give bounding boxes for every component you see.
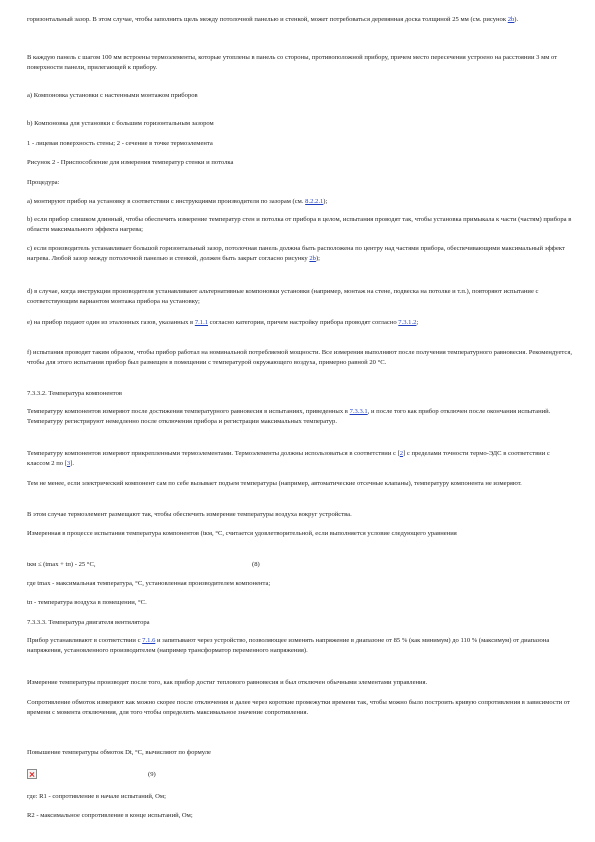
paragraph-condition: Измеренная в процессе испытания температура компонентов (tкм, °С, считается удовлетворительной, если выполняется условие следующего уравнения bbox=[27, 530, 457, 537]
paragraph-text: Температуру компонентов измеряют прикрепленными термоэлементами. Термоэлементы должны использоваться в соответствии с [ bbox=[27, 450, 400, 457]
link-figure-2b[interactable]: 2b bbox=[309, 255, 316, 262]
paragraph-text: ; bbox=[416, 319, 419, 326]
paragraph-thermocouples: В каждую панель с шагом 100 мм встроены термоэлементы, которые утоплены в панель со стороны, противоположной прибору, причем место пересечения устроено на расстоянии 3 мм от поверхности панели, прилегающей к прибору. bbox=[27, 54, 558, 71]
paragraph-text: c) если производитель устанавливает большой горизонтальный зазор, потолочная панель должна быть расположена по центру над частями прибора, обеспечивающими максимальный эффект нагрева. Любой зазор между потолочной панелью и стенкой, должен быть закрыт согласно рисунку bbox=[27, 245, 565, 262]
procedure-step-f: f) испытания проводят таким образом, чтобы прибор работал на номинальной потребляемой мощности. Все измерения выполняют после получения температурного равновесия. Рекомендуется, чтобы для этого испытания прибор был размещен в помещении с температурой окружающего воздуха, примерно равной 20 °С. bbox=[27, 349, 572, 366]
paragraph-resistance: Сопротивление обмоток измеряют как можно скорее после отключения и далее через короткие промежутки времени так, чтобы можно было построить кривую сопротивления в зависимости от времени с момента отключения, для того чтобы определить максимальное значение сопротивления. bbox=[27, 699, 570, 716]
broken-image-icon bbox=[27, 769, 37, 779]
paragraph-text: горизонтальный зазор. В этом случае, чтобы заполнить щель между потолочной панелью и стенкой, может потребоваться деревянная доска толщиной 25 мм (см. рисунок bbox=[27, 16, 508, 23]
procedure-step-e bbox=[27, 318, 572, 328]
paragraph-text: Температуру компонентов измеряют после достижения температурного равновесия в испытаниях, приведенных в bbox=[27, 408, 350, 415]
paragraph-gap-note bbox=[27, 15, 572, 25]
link-section-7-1-1[interactable]: 7.1.1 bbox=[194, 319, 209, 326]
paragraph-component-temperature bbox=[27, 407, 572, 427]
formula-legend-tp: tп - температура воздуха в помещении, °С. bbox=[27, 599, 147, 606]
figure-caption-a: а) Компоновка установки с настенными монтажом приборов bbox=[27, 92, 198, 99]
paragraph-text: согласно категории, причем настройку прибора проводят согласно bbox=[208, 319, 399, 326]
link-figure-2b[interactable]: 2b bbox=[507, 16, 515, 23]
paragraph-thermocouple-class bbox=[27, 449, 572, 469]
paragraph-measurement: Измерение температуры производят после того, как прибор достиг теплового равновесия и был отключен обычными элементами управления. bbox=[27, 679, 428, 686]
formula-legend-r1: где: R1 - сопротивление в начале испытаний, Ом; bbox=[27, 793, 166, 800]
paragraph-formula-intro: Повышение температуры обмоток Dt, °С, вычисляют по формуле bbox=[27, 749, 211, 756]
paragraph-text: , и после того как прибор отключен после окончания испытаний. Температуру регистрируют немедленно после отключения прибора и регистрации максимальных температур. bbox=[27, 408, 551, 425]
equation-number: (8) bbox=[252, 561, 260, 568]
equation-number: (9) bbox=[148, 771, 156, 778]
figure-legend: 1 - лицевая поверхность стены; 2 - сечение в точке термоэлемента bbox=[27, 140, 213, 147]
link-section-8-2-2-1[interactable]: 8.2.2.1 bbox=[305, 198, 324, 205]
paragraph-text: ); bbox=[323, 198, 328, 205]
procedure-step-d: d) в случае, когда инструкции производителя устанавливают альтернативные компоновки установки (например, монтаж на стене, подвеска на потолке и т.п.), повторяют испытание с соответствующим вариантом монтажа прибора на установку; bbox=[27, 288, 539, 305]
paragraph-text: e) на прибор подают один из эталонных газов, указанных в bbox=[27, 319, 195, 326]
paragraph-fan-motor bbox=[27, 636, 572, 656]
formula-legend-r2: R2 - максимальное сопротивление в конце испытаний, Ом; bbox=[27, 812, 193, 819]
paragraph-text: ]. bbox=[70, 460, 75, 467]
formula-9 bbox=[27, 768, 572, 780]
paragraph-text: ). bbox=[514, 16, 519, 23]
formula-text: tкм ≤ (tmax + tп) - 25 °С, bbox=[27, 561, 96, 568]
paragraph-text: ); bbox=[315, 255, 320, 262]
formula-legend-tmax: где tmax - максимальная температура, °С, установленная производителем компонента; bbox=[27, 580, 271, 587]
link-section-7-1-6[interactable]: 7.1.6 bbox=[142, 637, 156, 644]
paragraph-text: ] с пределами точности термо-ЭДС в соответствии с классом 2 по [ bbox=[27, 450, 550, 467]
link-reference-3[interactable]: 3 bbox=[66, 460, 71, 467]
formula-8 bbox=[27, 560, 572, 570]
link-reference-2[interactable]: 2 bbox=[399, 450, 404, 457]
paragraph-text: и запитывают через устройство, позволяющее изменять напряжение в диапазоне от 85 % (как минимум) до 110 % (максимум) от диапазона напряжения, установленного производителем (например трансформатор переменного напряжения). bbox=[27, 637, 550, 654]
section-heading-7-3-3-2: 7.3.3.2. Температура компонентов bbox=[27, 390, 123, 397]
procedure-heading: Процедура: bbox=[27, 179, 60, 186]
link-section-7-3-3-1[interactable]: 7.3.3.1 bbox=[349, 408, 368, 415]
figure-caption-b: b) Компоновка для установки с большим горизонтальным зазором bbox=[27, 120, 214, 127]
procedure-step-c bbox=[27, 244, 572, 264]
paragraph-text: а) монтируют прибор на установку в соответствии с инструкциями производителя по зазорам (см. bbox=[27, 198, 306, 205]
figure-title: Рисунок 2 - Приспособление для измерения температур стенки и потолка bbox=[27, 159, 234, 166]
paragraph-text: Прибор устанавливают в соответствии с bbox=[27, 637, 143, 644]
procedure-step-b: b) если прибор слишком длинный, чтобы обеспечить измерение температур стен и потолка от прибора в целом, испытания проводят так, чтобы установка примыкала к части (частям) прибора в области максимального эффекта нагрева; bbox=[27, 216, 572, 233]
section-heading-7-3-3-3: 7.3.3.3. Температура двигателя вентилятора bbox=[27, 619, 150, 626]
paragraph-exception: Тем не менее, если электрический компонент сам по себе вызывает подъем температуры (например, автоматические отсечные клапаны), температуру компонента не измеряют. bbox=[27, 480, 522, 487]
paragraph-air-temperature: В этом случае термоэлемент размещают так, чтобы обеспечить измерение температуры воздуха вокруг устройства. bbox=[27, 511, 352, 518]
link-section-7-3-1-2[interactable]: 7.3.1.2 bbox=[398, 319, 417, 326]
procedure-step-a bbox=[27, 197, 572, 207]
